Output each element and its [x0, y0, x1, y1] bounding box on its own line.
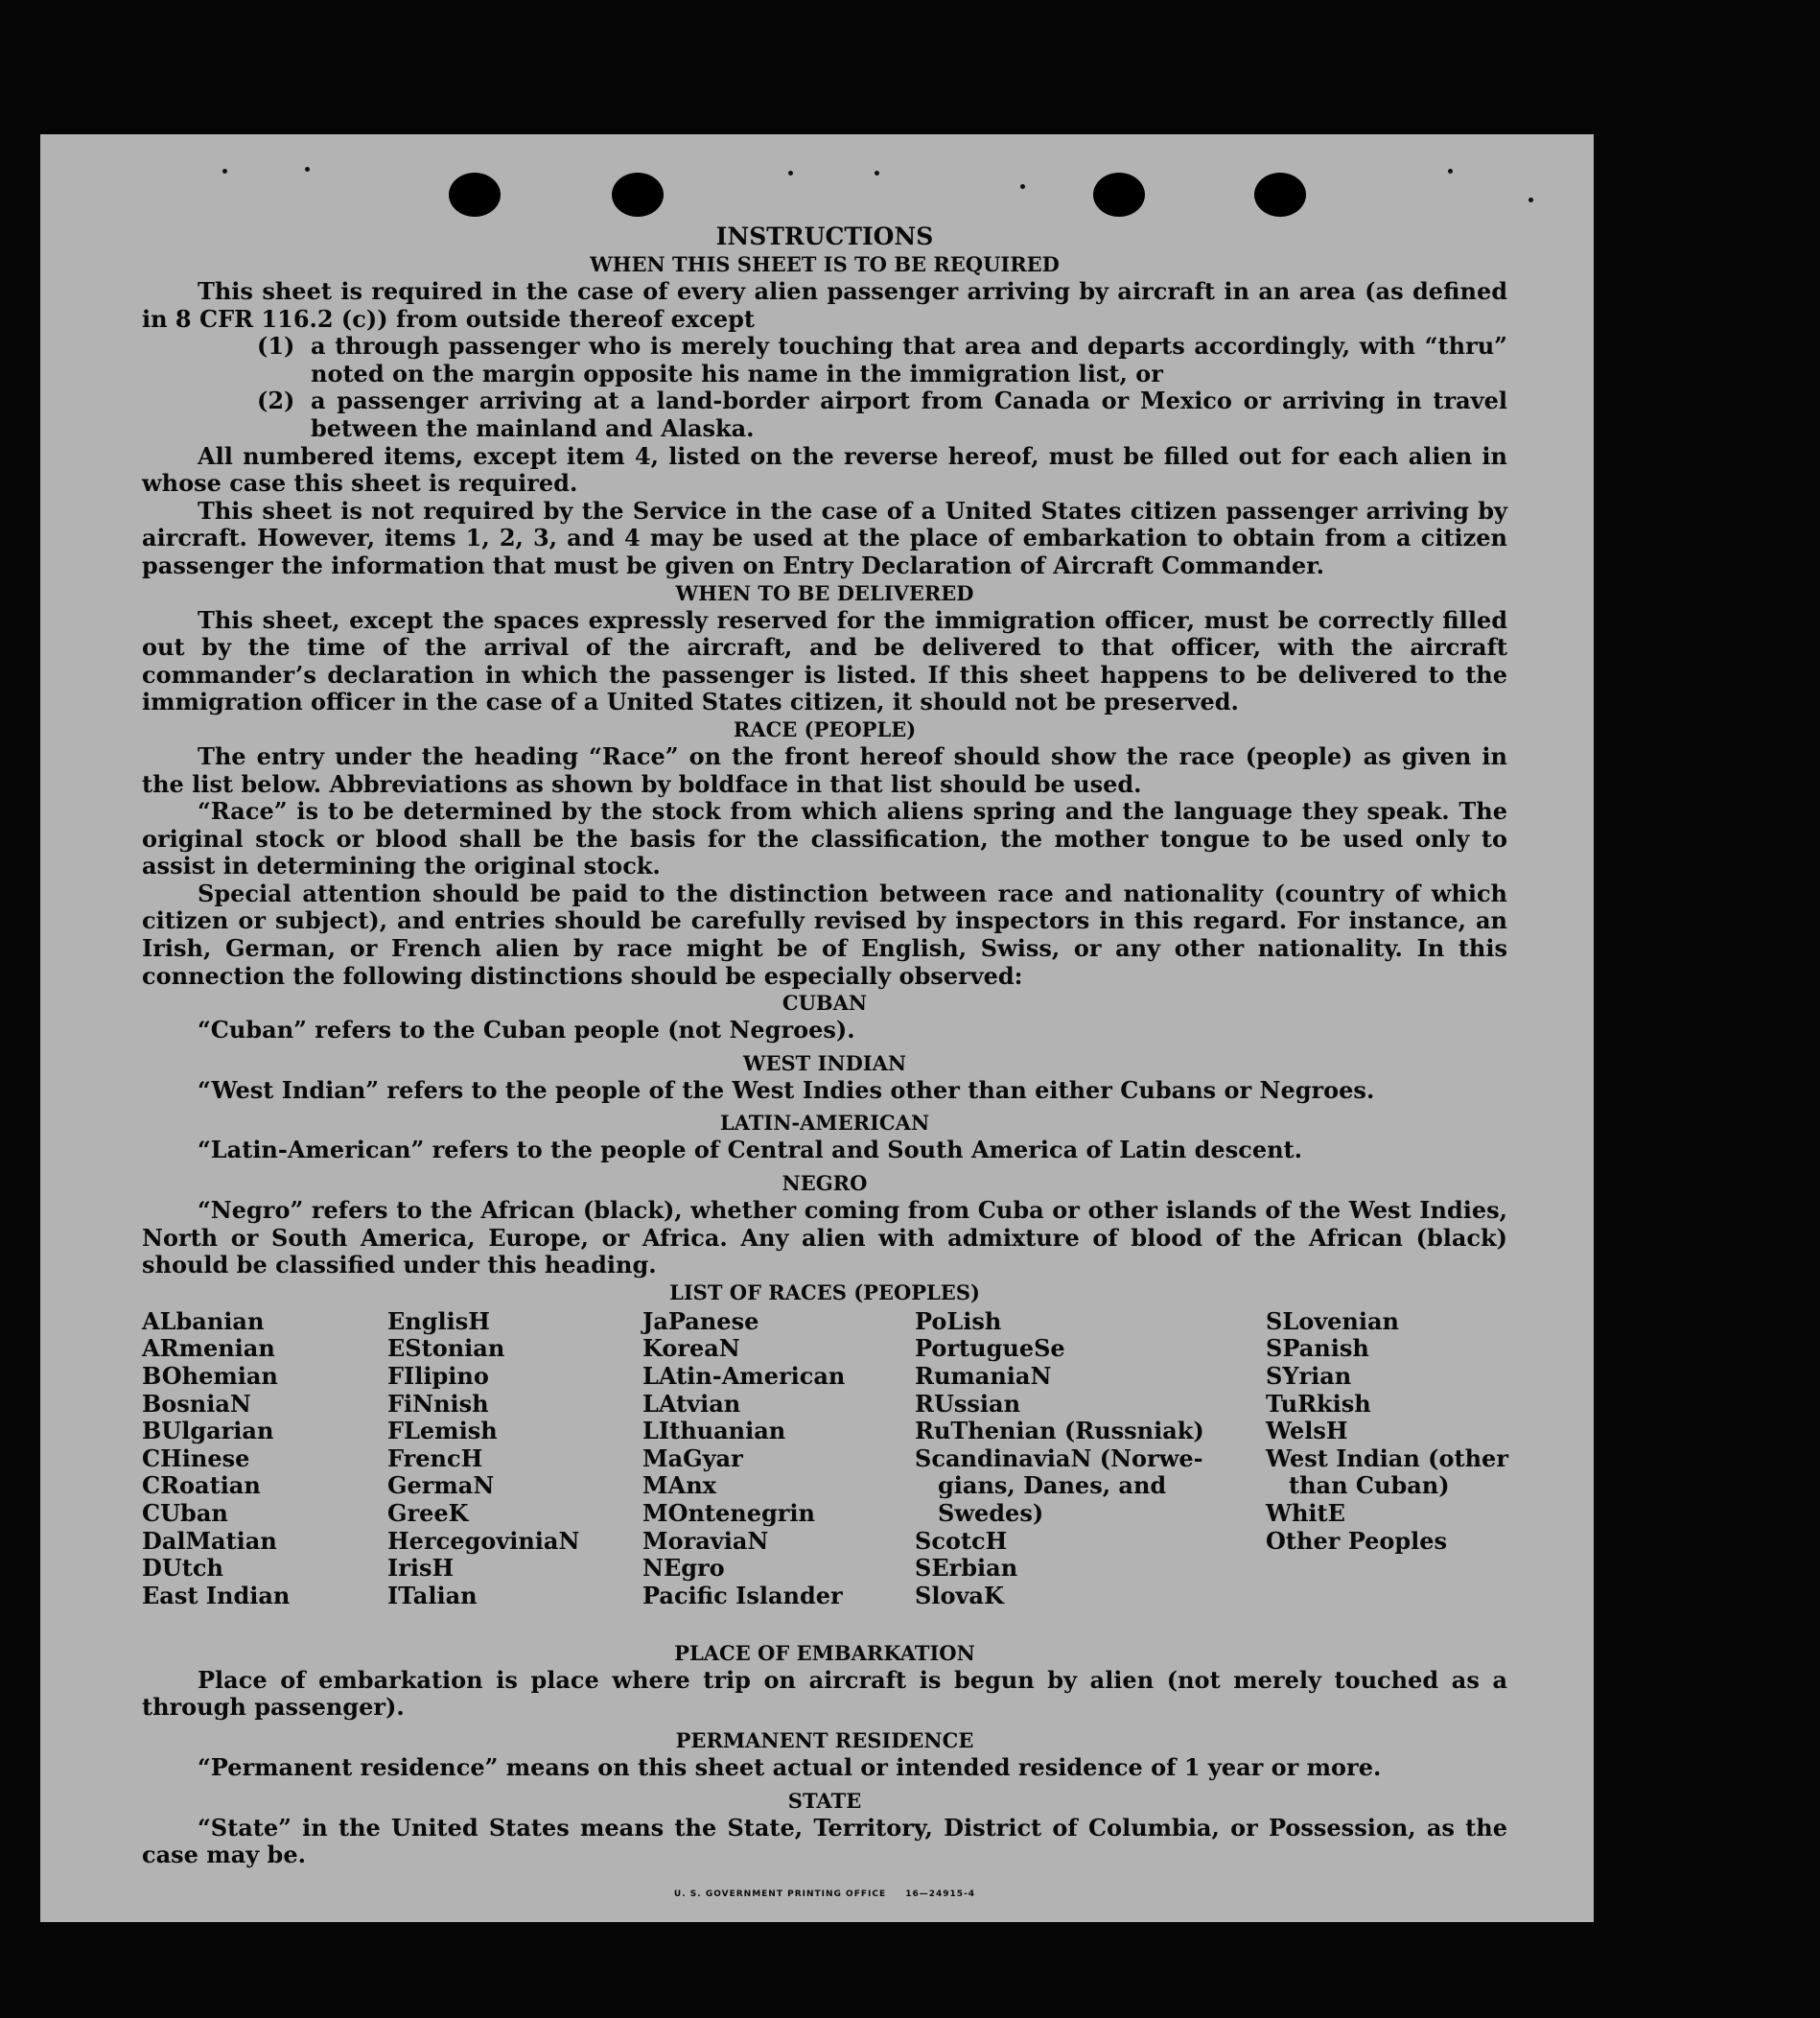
race-entry: BUlgarian — [142, 1417, 274, 1445]
race-entry: SErbian — [915, 1554, 1018, 1583]
race-entry: DalMatian — [142, 1526, 277, 1555]
form-number: 16—24915-4 — [905, 1889, 976, 1899]
race-entry: DUtch — [142, 1554, 223, 1583]
race-entry: HercegoviniaN — [387, 1526, 580, 1555]
race-entry: Other Peoples — [1266, 1526, 1448, 1555]
race-entry: NEgro — [642, 1554, 725, 1583]
speck — [1528, 198, 1533, 202]
race-entry: KoreaN — [642, 1334, 740, 1363]
race-entry: MOntenegrin — [642, 1498, 815, 1527]
punch-hole — [612, 173, 664, 217]
race-entry: RuThenian (Russniak) — [915, 1417, 1204, 1445]
paragraph: This sheet is not required by the Service in the case of a United States citizen passenger arriving by aircraft. However, items 1, 2, 3, and 4 may be used at the place of embarkation to obtain from a citizen passenger the information that must be given on Entry Declaration of Aircraft Commander. — [142, 496, 1507, 579]
list-item — [257, 387, 1507, 442]
item-number: (1) — [257, 332, 295, 361]
section-heading-cuban: CUBAN — [782, 991, 868, 1016]
race-entry: West Indian (other — [1266, 1443, 1508, 1472]
race-entry: SlovaK — [915, 1581, 1004, 1609]
speck — [1020, 184, 1025, 189]
race-entry: GreeK — [387, 1498, 469, 1527]
race-entry: WhitE — [1266, 1498, 1345, 1527]
paragraph: “Negro” refers to the African (black), whether coming from Cuba or other islands of the West Indies, North or South America, Europe, or Africa. Any alien with admixture of blood of the African (black) should be classified under this heading. — [142, 1196, 1507, 1279]
printer-footer — [142, 1881, 1507, 1909]
speck — [222, 169, 227, 174]
race-entry: ScandinaviaN (Norwe- — [915, 1443, 1203, 1472]
race-entry: SPanish — [1266, 1334, 1369, 1363]
race-entry: East Indian — [142, 1581, 291, 1609]
list-item — [257, 333, 1507, 387]
section-heading-negro: NEGRO — [782, 1171, 868, 1196]
race-entry: GermaN — [387, 1471, 495, 1500]
race-entry: LAtvian — [642, 1389, 741, 1418]
section-heading-latin-american: LATIN-AMERICAN — [719, 1111, 930, 1136]
race-entry: than Cuban) — [1266, 1471, 1450, 1500]
section-heading-when-delivered: WHEN TO BE DELIVERED — [675, 580, 974, 605]
punch-hole — [1254, 173, 1306, 217]
race-entry: PoLish — [915, 1306, 1002, 1335]
paragraph: This sheet is required in the case of every alien passenger arriving by aircraft in an area (as defined in 8 CFR 116.2 (c)) from outside thereof except — [142, 277, 1507, 333]
paragraph: The entry under the heading “Race” on the front hereof should show the race (people) as given in the list below. Abbreviations as shown by boldface in that list should be used. — [142, 741, 1507, 798]
race-entry: BosniaN — [142, 1389, 251, 1418]
race-entry: ALbanian — [142, 1306, 265, 1335]
race-entry: LIthuanian — [642, 1417, 786, 1445]
race-entry: ARmenian — [142, 1334, 275, 1363]
section-heading-race: RACE (PEOPLE) — [733, 716, 917, 741]
paragraph: “West Indian” refers to the people of the West Indies other than either Cubans or Negroes. — [198, 1075, 1375, 1104]
speck — [1448, 169, 1453, 174]
race-entry: gians, Danes, and — [915, 1471, 1167, 1500]
race-entry: CUban — [142, 1498, 228, 1527]
race-entry: TuRkish — [1266, 1389, 1371, 1418]
race-entry: FLemish — [387, 1417, 498, 1445]
race-entry: JaPanese — [642, 1306, 759, 1335]
race-entry: FIlipino — [387, 1362, 489, 1390]
paragraph: “Latin-American” refers to the people of Central and South America of Latin descent. — [198, 1136, 1302, 1164]
race-entry: Pacific Islander — [642, 1581, 843, 1609]
section-heading-list-of-races: LIST OF RACES (PEOPLES) — [669, 1279, 980, 1304]
race-entry: BOhemian — [142, 1362, 278, 1390]
speck — [875, 171, 879, 176]
race-entry: SLovenian — [1266, 1306, 1399, 1335]
race-column — [387, 1308, 579, 1610]
race-entry: MaGyar — [642, 1443, 743, 1472]
race-entry: IrisH — [387, 1554, 455, 1583]
speck — [788, 171, 793, 176]
race-entry: MAnx — [642, 1471, 716, 1500]
section-heading-embarkation: PLACE OF EMBARKATION — [674, 1640, 975, 1665]
race-column — [642, 1308, 845, 1610]
section-heading-west-indian: WEST INDIAN — [742, 1050, 907, 1075]
section-heading-residence: PERMANENT RESIDENCE — [675, 1728, 974, 1752]
race-entry: SYrian — [1266, 1362, 1352, 1390]
paragraph: All numbered items, except item 4, listed on the reverse hereof, must be filled out for each alien in whose case this sheet is required. — [142, 441, 1507, 498]
race-entry: WelsH — [1266, 1417, 1348, 1445]
race-entry: EnglisH — [387, 1306, 490, 1335]
race-entry: FrencH — [387, 1443, 483, 1472]
paragraph: Place of embarkation is place where trip on aircraft is begun by alien (not merely touched as a through passenger). — [142, 1665, 1507, 1722]
race-column — [915, 1308, 1204, 1610]
race-entry: LAtin-American — [642, 1362, 846, 1390]
race-entry: CHinese — [142, 1443, 250, 1472]
section-heading-when-required: WHEN THIS SHEET IS TO BE REQUIRED — [590, 252, 1060, 276]
section-heading-state: STATE — [787, 1788, 862, 1813]
punch-hole — [449, 173, 501, 217]
race-entry: ITalian — [387, 1581, 478, 1609]
paragraph: Special attention should be paid to the distinction between race and nationality (country of which citizen or subject), and entries should be carefully revised by inspectors in this regard. For instance, an Irish, German, or French alien by race might be of English, Swiss, or any other nationality. In this connection the following distinctions should be especially observed: — [142, 879, 1507, 990]
race-entry: ScotcH — [915, 1526, 1008, 1555]
race-column — [1266, 1308, 1508, 1555]
paragraph: “State” in the United States means the State, Territory, District of Columbia, or Possession, as the case may be. — [142, 1813, 1507, 1869]
item-text: a passenger arriving at a land-border airport from Canada or Mexico or arriving in travel between the mainland and Alaska. — [311, 387, 1507, 442]
printer-name: U. S. GOVERNMENT PRINTING OFFICE — [673, 1889, 887, 1899]
race-entry: FiNnish — [387, 1389, 489, 1418]
instructions-content — [142, 223, 1507, 1908]
race-entry: CRoatian — [142, 1471, 261, 1500]
paragraph: “Race” is to be determined by the stock from which aliens spring and the language they speak. The original stock or blood shall be the basis for the classification, the mother tongue to be used only to assist in determining the original stock. — [142, 797, 1507, 880]
race-entry: EStonian — [387, 1334, 505, 1363]
race-column — [142, 1308, 290, 1610]
paragraph: “Permanent residence” means on this sheet actual or intended residence of 1 year or more. — [198, 1753, 1382, 1781]
punch-hole — [1093, 173, 1145, 217]
race-entry: PortugueSe — [915, 1334, 1065, 1363]
speck — [305, 167, 310, 172]
race-entry: RUssian — [915, 1389, 1021, 1418]
paragraph: This sheet, except the spaces expressly reserved for the immigration officer, must be correctly filled out by the time of the arrival of the aircraft, and be delivered to that officer, with the aircraft commander’s declaration in which the passenger is listed. If this sheet happens to be delivered to the immigration officer in the case of a United States citizen, it should not be preserved. — [142, 605, 1507, 716]
instructions-title: INSTRUCTIONS — [715, 223, 934, 250]
race-entry: MoraviaN — [642, 1526, 769, 1555]
item-number: (2) — [257, 387, 295, 415]
item-text: a through passenger who is merely touching that area and departs accordingly, with “thru” noted on the margin opposite his name in the immigration list, or — [311, 332, 1507, 387]
race-entry: RumaniaN — [915, 1362, 1052, 1390]
race-entry: Swedes) — [915, 1498, 1044, 1527]
race-list — [142, 1308, 1507, 1640]
document-page — [40, 134, 1594, 1922]
paragraph: “Cuban” refers to the Cuban people (not Negroes). — [198, 1016, 855, 1044]
